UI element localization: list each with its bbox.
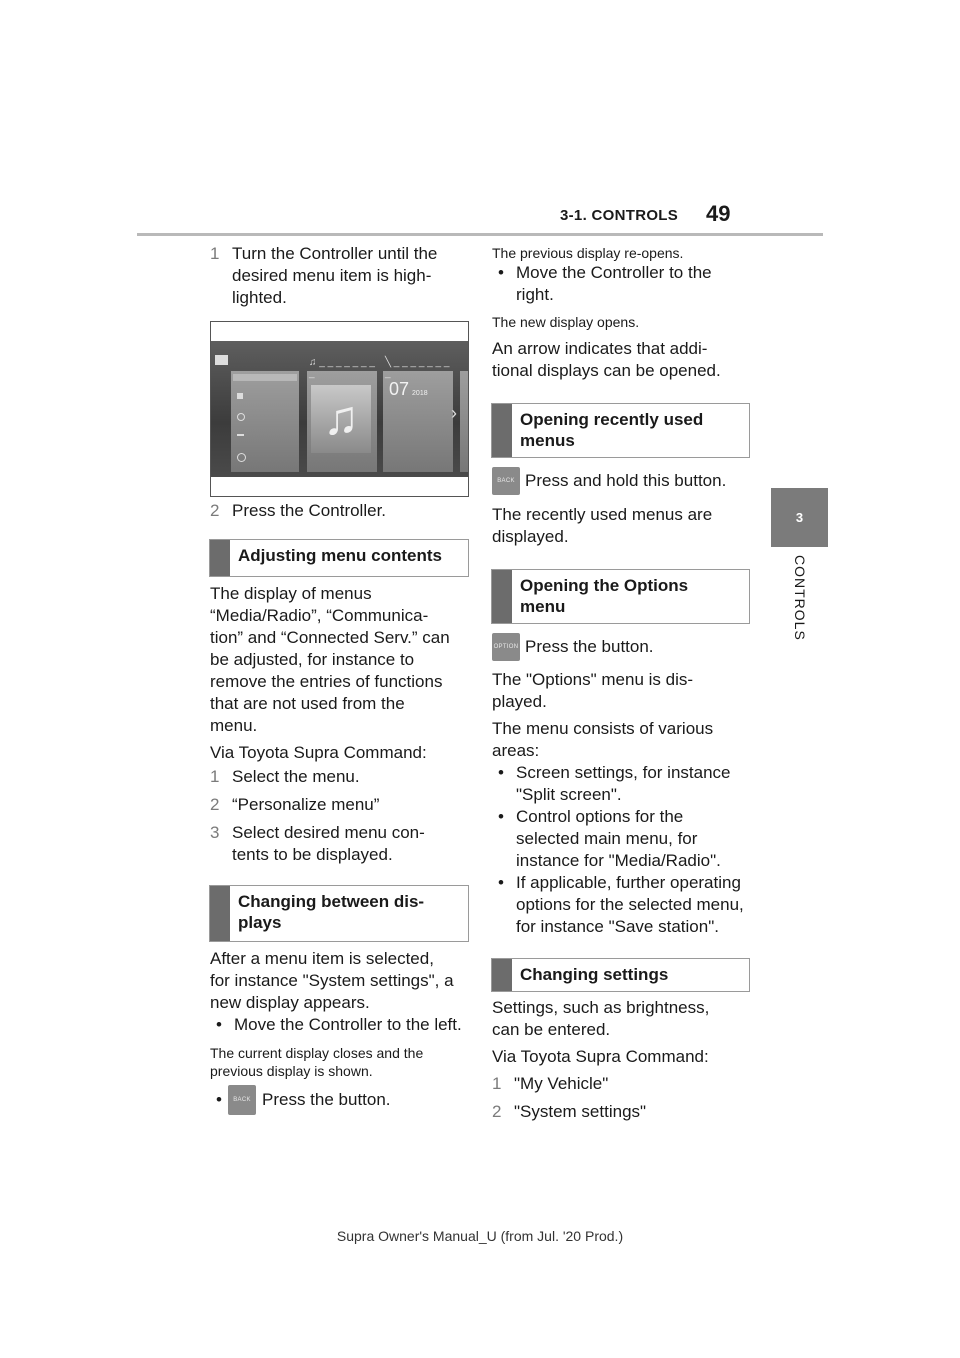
consists-paragraph: The menu consists of various areas: • Screen settings, for instance "Split screen". • Control options for the selected main menu, for instance for "Media/Radio". • If applicable, further operating options for the selected menu, for instance "Save station". bbox=[492, 719, 744, 936]
back-button-icon: BACK bbox=[228, 1085, 256, 1115]
bullet-press-back: • BACK Press the button. bbox=[216, 1085, 476, 1115]
display-screenshot bbox=[210, 321, 469, 497]
media-tile: ♫ _ _ _ _ _ _ _ _ ♫ bbox=[307, 371, 377, 472]
settings-steps: 1 "My Vehicle" 2 "System settings" bbox=[492, 1074, 647, 1121]
option-button-icon: OPTION bbox=[492, 633, 520, 661]
menu-tile bbox=[231, 371, 299, 472]
via-command-right: Via Toyota Supra Command: bbox=[492, 1047, 709, 1066]
note-new-display: The new display opens. bbox=[492, 314, 640, 330]
music-note-icon: ♫ bbox=[311, 385, 371, 453]
bullet-right: • Move the Controller to the right. bbox=[498, 263, 712, 304]
heading-changing-settings: Changing settings bbox=[491, 958, 750, 992]
step-2: 2 Press the Controller. bbox=[210, 501, 387, 520]
via-command-left: Via Toyota Supra Command: bbox=[210, 743, 427, 762]
header-rule bbox=[137, 233, 823, 236]
step-1: 1 Turn the Controller until the desired menu item is high- lighted. bbox=[210, 244, 438, 307]
chevron-right-icon: › bbox=[451, 403, 457, 423]
note-display-closes: The current display closes and the previous display is shown. bbox=[210, 1045, 424, 1079]
settings-paragraph: Settings, such as brightness, can be entered. bbox=[492, 998, 710, 1039]
adjust-steps: 1 Select the menu. 2 “Personalize menu” 3 Select desired menu con- tents to be displayed. bbox=[210, 767, 425, 864]
chapter-tab: 3 bbox=[771, 488, 828, 547]
section-title: 3-1. CONTROLS bbox=[560, 207, 679, 224]
press-option-row: OPTION Press the button. bbox=[492, 633, 762, 661]
page-footer: Supra Owner's Manual_U (from Jul. '20 Prod.) bbox=[336, 1228, 624, 1244]
arrow-paragraph: An arrow indicates that addi- tional displays can be opened. bbox=[492, 339, 721, 380]
heading-recent-menus: Opening recently used menus bbox=[491, 403, 750, 458]
press-hold-row: BACK Press and hold this button. bbox=[492, 467, 762, 495]
page-number: 49 bbox=[706, 201, 731, 226]
heading-changing-displays: Changing between dis- plays bbox=[209, 885, 469, 942]
heading-adjusting-menu: Adjusting menu contents bbox=[209, 539, 469, 577]
adjust-paragraph: The display of menus “Media/Radio”, “Communica- tion” and “Connected Serv.” can be adjusted, for instance to remove the entries of functions that are not used from the menu. bbox=[210, 584, 450, 735]
calendar-tile: ╲ _ _ _ _ _ _ _ _ 07 2018 bbox=[383, 371, 453, 472]
heading-options-menu: Opening the Options menu bbox=[491, 569, 750, 624]
options-paragraph: The "Options" menu is dis- played. bbox=[492, 670, 694, 711]
back-button-icon: BACK bbox=[492, 467, 520, 495]
menu-icon bbox=[215, 355, 228, 365]
chapter-label: CONTROLS bbox=[792, 555, 808, 641]
recent-paragraph: The recently used menus are displayed. bbox=[492, 505, 713, 546]
after-paragraph: After a menu item is selected, for instance "System settings", a new display appears. • Move the Controller to the left. bbox=[210, 949, 462, 1034]
note-reopens: The previous display re-opens. bbox=[492, 245, 684, 261]
